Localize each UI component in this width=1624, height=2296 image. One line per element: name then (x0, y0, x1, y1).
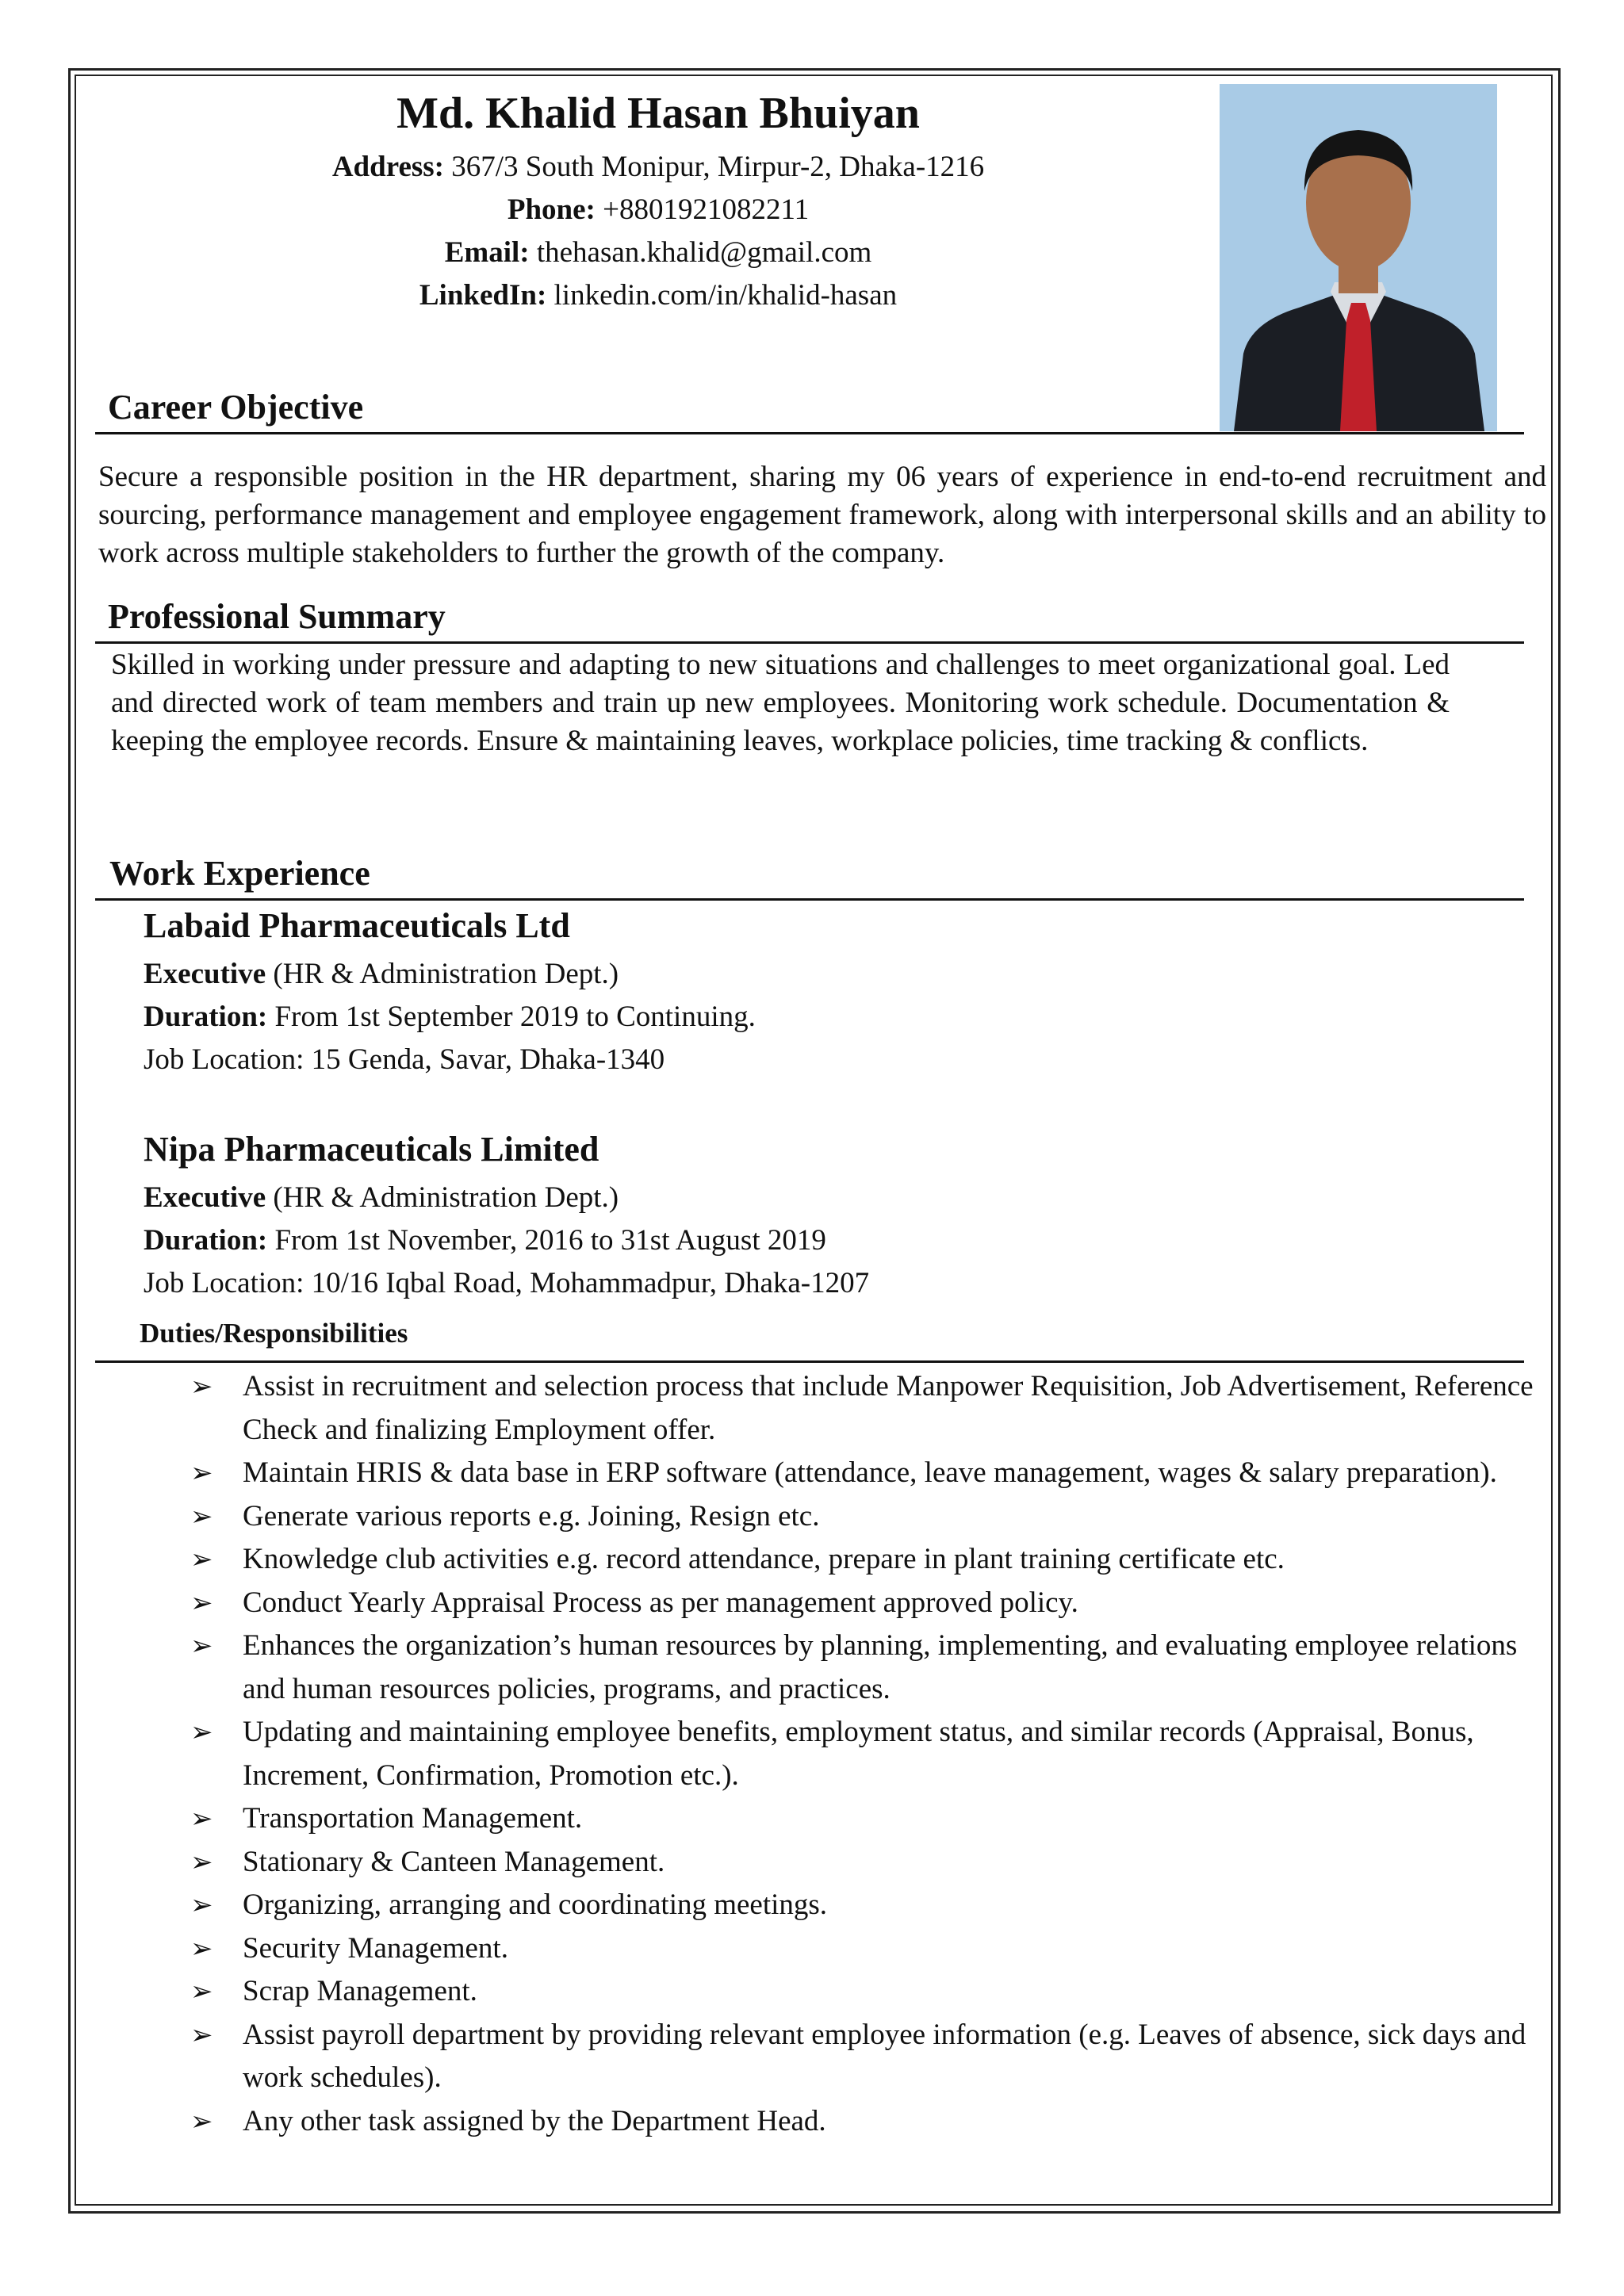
duties-rule (95, 1360, 1524, 1363)
job-role-dept: (HR & Administration Dept.) (273, 1181, 619, 1214)
duty-item (190, 1927, 1554, 1971)
arrowhead-bullet-icon: ➢ (190, 1500, 213, 1533)
arrowhead-bullet-icon: ➢ (190, 1932, 213, 1965)
job-duration-value: From 1st September 2019 to Continuing. (274, 1001, 756, 1033)
phone-value: +8801921082211 (603, 193, 810, 226)
duty-text: Security Management. (243, 1931, 508, 1965)
arrowhead-bullet-icon: ➢ (190, 1889, 213, 1921)
duty-item (190, 1884, 1554, 1927)
address-line (238, 146, 1078, 189)
job-role-title: Executive (144, 958, 266, 990)
arrowhead-bullet-icon: ➢ (190, 1371, 213, 1402)
job-role-title: Executive (144, 1181, 266, 1214)
duty-text: Enhances the organization’s human resources by planning, implementing, and evaluating employee relations and human resources policies, programs, and practices. (243, 1629, 1518, 1705)
professional-summary-text: Skilled in working under pressure and adapting to new situations and challenges to meet organizational goal. Led and directed work of team members and train up new employees. Monitoring work schedule. Documentation & keeping the employee records. Ensure & maintaining leaves, workplace policies, time tracking & conflicts. (111, 649, 1450, 757)
duty-item (190, 1841, 1554, 1885)
job-duration-label: Duration: (144, 1224, 268, 1257)
duty-item (190, 1365, 1554, 1452)
arrowhead-bullet-icon: ➢ (190, 1803, 213, 1835)
career-objective-heading: Career Objective (108, 388, 364, 427)
work-experience-heading: Work Experience (109, 854, 370, 893)
duty-text: Assist in recruitment and selection process that include Manpower Requisition, Job Advertisement, Reference Check and finalizing Employment offer. (243, 1370, 1534, 1446)
duty-item (190, 2100, 1554, 2144)
duty-text: Any other task assigned by the Department Head. (243, 2104, 826, 2137)
professional-summary-rule (95, 641, 1524, 644)
arrowhead-bullet-icon: ➢ (190, 1544, 213, 1575)
job-role-dept: (HR & Administration Dept.) (273, 958, 619, 990)
duty-text: Knowledge club activities e.g. record attendance, prepare in plant training certificate etc. (243, 1543, 1285, 1575)
duty-text: Assist payroll department by providing relevant employee information (e.g. Leaves of absence, sick days and work schedules). (243, 2018, 1526, 2094)
arrowhead-bullet-icon: ➢ (190, 1586, 213, 1619)
email-value: thehasan.khalid@gmail.com (536, 236, 872, 269)
duty-item (190, 1495, 1554, 1539)
candidate-name: Md. Khalid Hasan Bhuiyan (396, 89, 920, 138)
job-duration (144, 1219, 826, 1262)
career-objective-text: Secure a responsible position in the HR department, sharing my 06 years of experience in end-to-end recruitment and sourcing, performance management and employee engagement framework, along with interpersonal skills and an ability to work across multiple stakeholders to further the growth of the company. (98, 461, 1546, 569)
arrowhead-bullet-icon: ➢ (190, 1457, 213, 1489)
professional-summary-heading: Professional Summary (108, 597, 446, 636)
address-value: 367/3 South Monipur, Mirpur-2, Dhaka-1216 (451, 151, 985, 183)
email-line (238, 232, 1078, 274)
linkedin-line (238, 274, 1078, 317)
profile-photo (1220, 84, 1497, 431)
arrowhead-bullet-icon: ➢ (190, 2105, 213, 2137)
duty-item (190, 1538, 1554, 1582)
duty-item (190, 1970, 1554, 2014)
duty-text: Transportation Management. (243, 1802, 583, 1835)
company-name: Labaid Pharmaceuticals Ltd (144, 906, 570, 945)
arrowhead-bullet-icon: ➢ (190, 2019, 213, 2051)
arrowhead-bullet-icon: ➢ (190, 1976, 213, 2007)
arrowhead-bullet-icon: ➢ (190, 1846, 213, 1878)
linkedin-label: LinkedIn: (419, 279, 547, 312)
phone-label: Phone: (507, 193, 596, 226)
duty-item (190, 2014, 1554, 2100)
duty-item (190, 1452, 1554, 1495)
arrowhead-bullet-icon: ➢ (190, 1716, 213, 1748)
company-name: Nipa Pharmaceuticals Limited (144, 1130, 599, 1169)
linkedin-value: linkedin.com/in/khalid-hasan (553, 279, 898, 312)
duty-text: Maintain HRIS & data base in ERP software (attendance, leave management, wages & salary preparation). (243, 1456, 1497, 1489)
job-duration-label: Duration: (144, 1001, 268, 1033)
job-role (144, 1177, 619, 1219)
duty-text: Stationary & Canteen Management. (243, 1845, 665, 1878)
duty-item (190, 1624, 1554, 1711)
career-objective-rule (95, 432, 1524, 434)
job-location: Job Location: 10/16 Iqbal Road, Mohammadpur, Dhaka-1207 (144, 1267, 870, 1299)
duty-item (190, 1711, 1554, 1797)
duty-text: Organizing, arranging and coordinating meetings. (243, 1888, 828, 1921)
profile-photo-image (1220, 84, 1497, 431)
duty-item (190, 1797, 1554, 1841)
duty-text: Generate various reports e.g. Joining, Resign etc. (243, 1499, 820, 1533)
job-duration (144, 996, 756, 1039)
work-experience-rule (95, 898, 1524, 901)
phone-line (238, 189, 1078, 232)
duty-text: Conduct Yearly Appraisal Process as per management approved policy. (243, 1586, 1078, 1619)
email-label: Email: (444, 236, 530, 269)
address-label: Address: (331, 151, 444, 183)
job-duration-value: From 1st November, 2016 to 31st August 2019 (274, 1224, 826, 1257)
duty-text: Scrap Management. (243, 1975, 477, 2007)
job-location: Job Location: 15 Genda, Savar, Dhaka-1340 (144, 1043, 665, 1076)
duty-item (190, 1582, 1554, 1625)
duty-text: Updating and maintaining employee benefits, employment status, and similar records (Appraisal, Bonus, Increment, Confirmation, Promotion etc.). (243, 1716, 1474, 1792)
job-role (144, 953, 619, 996)
duties-heading: Duties/Responsibilities (140, 1318, 408, 1349)
arrowhead-bullet-icon: ➢ (190, 1630, 213, 1662)
duties-list (190, 1365, 1554, 2143)
